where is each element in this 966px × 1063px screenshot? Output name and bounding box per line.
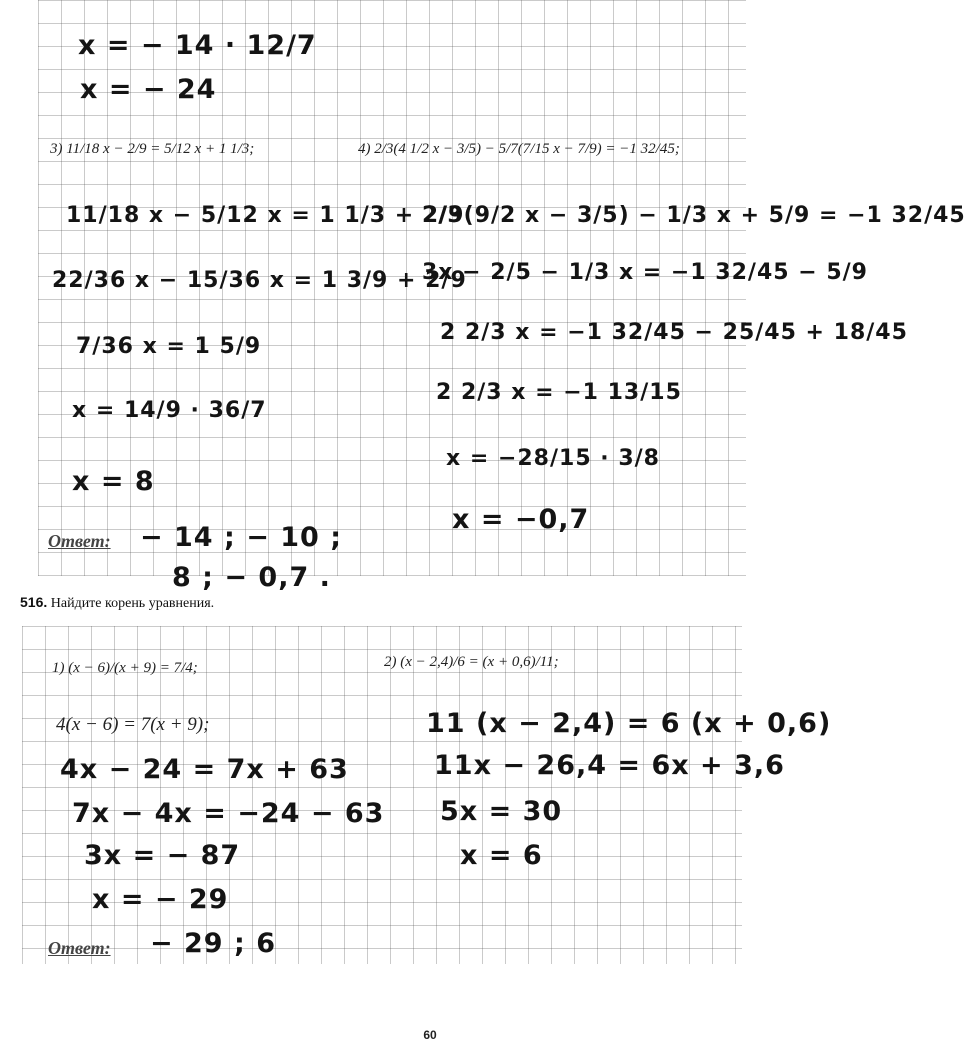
problem-3-step-4: x = 14/9 · 36/7 xyxy=(72,398,267,423)
problem-4-printed: 4) 2/3(4 1/2 x − 3/5) − 5/7(7/15 x − 7/9) = −1 32/45; xyxy=(358,141,680,157)
carry-line-2: x = − 24 xyxy=(80,74,217,105)
top-answer-line-1: − 14 ; − 10 ; xyxy=(140,522,342,553)
problem-1-printed: 1) (x − 6)/(x + 9) = 7/4; xyxy=(52,660,198,676)
problem-2-step-4: x = 6 xyxy=(460,840,543,871)
problem-1-step-4: x = − 29 xyxy=(92,884,229,915)
problem-2-step-3: 5x = 30 xyxy=(440,796,563,827)
problem-4-step-5: x = −28/15 · 3/8 xyxy=(446,446,660,471)
problem-4-step-2: 3x − 2/5 − 1/3 x = −1 32/45 − 5/9 xyxy=(422,260,868,285)
task-text: Найдите корень уравнения. xyxy=(50,596,215,611)
problem-3-step-1: 11/18 x − 5/12 x = 1 1/3 + 2/9 xyxy=(66,203,465,228)
problem-1-step-3: 3x = − 87 xyxy=(84,840,241,871)
problem-1-step-2: 7x − 4x = −24 − 63 xyxy=(72,798,385,829)
problem-4-step-1: 2/3(9/2 x − 3/5) − 1/3 x + 5/9 = −1 32/45 xyxy=(422,203,966,228)
problem-4-step-6: x = −0,7 xyxy=(452,504,590,535)
bottom-answer-value: − 29 ; 6 xyxy=(150,928,276,959)
task-number: 516. xyxy=(20,594,48,610)
problem-1-step-1: 4x − 24 = 7x + 63 xyxy=(60,754,349,785)
problem-3-step-5: x = 8 xyxy=(72,466,155,497)
bottom-answer-label: Ответ: xyxy=(48,938,111,958)
top-answer-line-2: 8 ; − 0,7 . xyxy=(172,562,331,593)
problem-3-printed: 3) 11/18 x − 2/9 = 5/12 x + 1 1/3; xyxy=(50,141,255,157)
problem-3-step-3: 7/36 x = 1 5/9 xyxy=(76,334,262,359)
carry-line-1: x = − 14 · 12/7 xyxy=(78,30,317,61)
problem-3-step-2: 22/36 x − 15/36 x = 1 3/9 + 2/9 xyxy=(52,268,467,293)
top-answer-label: Ответ: xyxy=(48,531,111,551)
problem-4-step-3: 2 2/3 x = −1 32/45 − 25/45 + 18/45 xyxy=(440,320,908,345)
problem-2-step-2: 11x − 26,4 = 6x + 3,6 xyxy=(434,750,785,781)
problem-1-printed-step: 4(x − 6) = 7(x + 9); xyxy=(56,714,210,735)
problem-4-step-4: 2 2/3 x = −1 13/15 xyxy=(436,380,682,405)
page-number: 60 xyxy=(423,1028,437,1042)
task-heading xyxy=(20,594,214,612)
problem-2-printed: 2) (x − 2,4)/6 = (x + 0,6)/11; xyxy=(384,654,559,670)
problem-2-step-1: 11 (x − 2,4) = 6 (x + 0,6) xyxy=(426,708,832,739)
